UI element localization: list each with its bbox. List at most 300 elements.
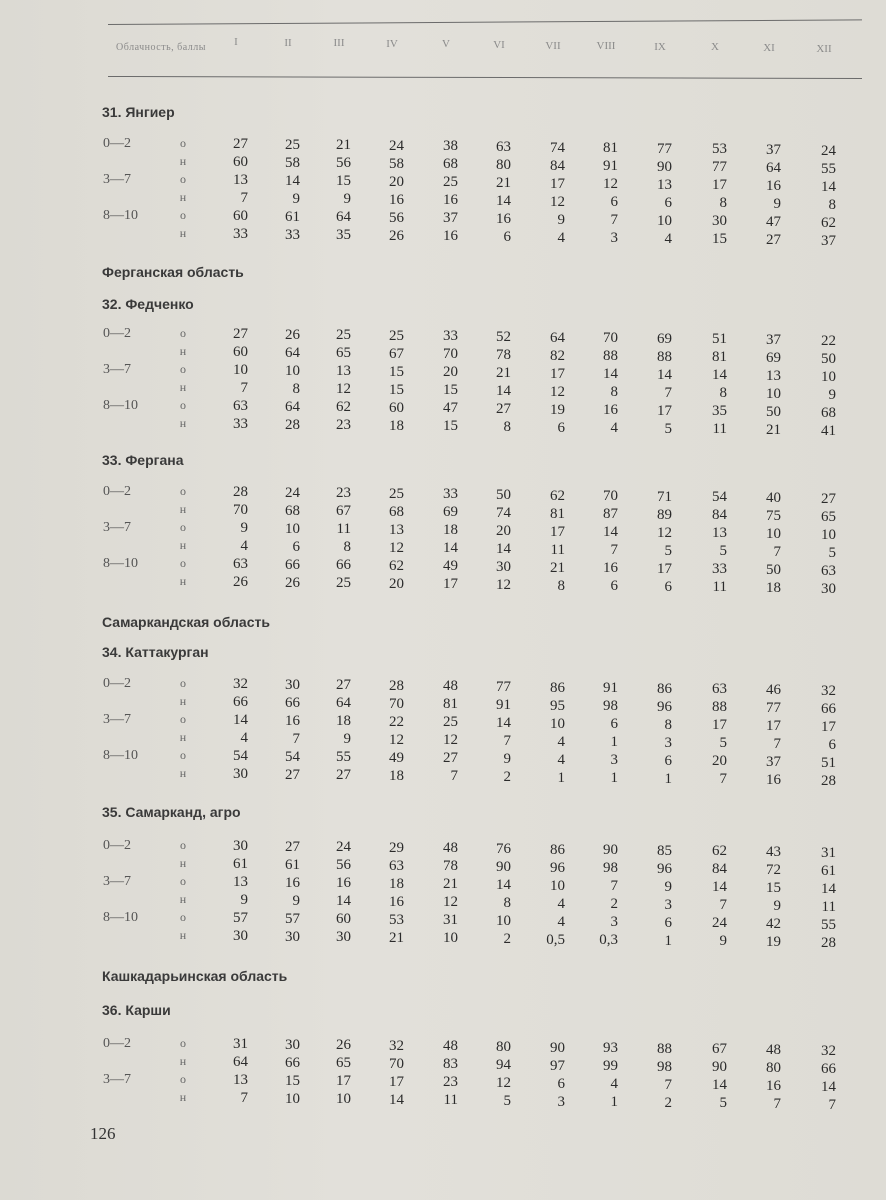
row-type-label: н xyxy=(179,574,187,588)
header-cloudiness-label: Облачность, баллы xyxy=(116,42,206,53)
header-month: I xyxy=(234,36,238,48)
cell-value: 1 xyxy=(664,770,672,787)
table-row xyxy=(0,766,886,789)
cell-value: 15 xyxy=(336,173,351,190)
cell-value: 6 xyxy=(664,914,672,931)
cell-value: 15 xyxy=(443,418,458,435)
cell-value: 16 xyxy=(603,560,618,577)
cell-value: 37 xyxy=(766,142,781,158)
cell-value: 16 xyxy=(766,772,781,788)
cell-value: 7 xyxy=(773,1096,781,1112)
cell-value: 33 xyxy=(443,486,458,503)
cell-value: 25 xyxy=(443,714,458,731)
cell-value: 0,3 xyxy=(599,932,618,949)
cell-value: 17 xyxy=(766,718,781,734)
cell-value: 27 xyxy=(336,677,351,694)
cell-value: 12 xyxy=(657,524,672,541)
cell-value: 86 xyxy=(550,841,565,858)
cell-value: 15 xyxy=(766,880,781,896)
cell-value: 57 xyxy=(233,910,248,926)
cell-value: 10 xyxy=(336,1091,351,1108)
cell-value: 12 xyxy=(550,193,565,210)
header-month: IX xyxy=(654,40,666,53)
cell-value: 30 xyxy=(285,676,300,693)
cell-value: 58 xyxy=(285,154,300,171)
cell-value: 52 xyxy=(496,329,511,345)
cell-value: 27 xyxy=(766,232,781,248)
cell-value: 65 xyxy=(821,508,836,525)
cell-value: 7 xyxy=(664,384,672,401)
cell-value: 10 xyxy=(443,930,458,947)
table-row xyxy=(0,520,886,543)
cell-value: 35 xyxy=(336,227,351,244)
table-row xyxy=(0,172,886,195)
cell-value: 62 xyxy=(712,843,727,860)
cell-value: 28 xyxy=(821,934,836,951)
cell-value: 26 xyxy=(389,227,404,244)
cell-value: 30 xyxy=(336,929,351,946)
row-type-label: о xyxy=(180,362,186,376)
row-type-label: н xyxy=(179,730,187,744)
cell-value: 10 xyxy=(285,362,300,379)
cloud-range-label: 3—7 xyxy=(103,362,131,377)
row-type-label: н xyxy=(179,190,187,204)
cell-value: 63 xyxy=(712,681,727,698)
cell-value: 4 xyxy=(557,895,565,912)
cell-value: 63 xyxy=(496,139,511,155)
cell-value: 1 xyxy=(610,770,618,787)
cell-value: 16 xyxy=(285,712,300,729)
cell-value: 61 xyxy=(233,856,248,872)
cell-value: 6 xyxy=(610,716,618,733)
cell-value: 5 xyxy=(664,542,672,559)
cell-value: 26 xyxy=(336,1037,351,1054)
cell-value: 7 xyxy=(240,380,248,396)
cell-value: 7 xyxy=(450,768,458,785)
cell-value: 8 xyxy=(343,539,351,556)
cell-value: 60 xyxy=(336,911,351,928)
table-row xyxy=(0,226,886,249)
cell-value: 66 xyxy=(821,700,836,717)
cell-value: 27 xyxy=(285,838,300,855)
cell-value: 12 xyxy=(336,381,351,398)
cell-value: 62 xyxy=(389,557,404,574)
cell-value: 20 xyxy=(712,753,727,770)
cell-value: 5 xyxy=(828,544,836,561)
cell-value: 66 xyxy=(285,1054,300,1071)
cell-value: 56 xyxy=(336,857,351,874)
cell-value: 49 xyxy=(389,749,404,766)
row-type-label: о xyxy=(180,398,186,412)
header-month: X xyxy=(711,41,719,54)
cell-value: 13 xyxy=(766,368,781,384)
cell-value: 11 xyxy=(550,541,565,558)
cell-value: 5 xyxy=(719,1095,727,1112)
cell-value: 24 xyxy=(712,915,727,932)
cell-value: 47 xyxy=(766,214,781,230)
cell-value: 6 xyxy=(292,538,300,555)
cell-value: 12 xyxy=(603,176,618,193)
cell-value: 29 xyxy=(389,839,404,856)
cell-value: 69 xyxy=(766,350,781,366)
cell-value: 25 xyxy=(389,485,404,502)
cell-value: 7 xyxy=(240,190,248,206)
table-row xyxy=(0,712,886,735)
cell-value: 62 xyxy=(336,399,351,416)
cell-value: 6 xyxy=(664,752,672,769)
cell-value: 9 xyxy=(292,892,300,909)
cell-value: 30 xyxy=(496,559,511,575)
cell-value: 8 xyxy=(610,384,618,401)
cell-value: 97 xyxy=(550,1057,565,1074)
row-type-label: о xyxy=(180,172,186,186)
table-row xyxy=(0,416,886,439)
cloud-range-label: 8—10 xyxy=(103,208,138,223)
cell-value: 10 xyxy=(285,520,300,537)
cell-value: 7 xyxy=(240,1090,248,1106)
cell-value: 14 xyxy=(712,1077,727,1094)
cell-value: 8 xyxy=(719,385,727,402)
cell-value: 25 xyxy=(285,136,300,153)
header-month: IV xyxy=(386,37,398,50)
cloud-range-label: 0—2 xyxy=(103,326,131,341)
station-title: 33. Фергана xyxy=(102,452,184,468)
cell-value: 27 xyxy=(285,766,300,783)
cell-value: 38 xyxy=(443,138,458,155)
table-row xyxy=(0,136,886,159)
cell-value: 6 xyxy=(610,194,618,211)
cell-value: 60 xyxy=(233,344,248,360)
cell-value: 9 xyxy=(719,933,727,950)
table-row xyxy=(0,208,886,231)
cell-value: 49 xyxy=(443,558,458,575)
cloud-range-label: 8—10 xyxy=(103,910,138,925)
cell-value: 6 xyxy=(664,578,672,595)
table-row xyxy=(0,574,886,597)
cell-value: 50 xyxy=(496,487,511,503)
cell-value: 13 xyxy=(657,176,672,193)
cell-value: 7 xyxy=(773,736,781,752)
cell-value: 80 xyxy=(496,1039,511,1055)
cell-value: 17 xyxy=(657,402,672,419)
cell-value: 68 xyxy=(443,156,458,173)
cell-value: 69 xyxy=(443,504,458,521)
cell-value: 10 xyxy=(233,362,248,378)
cell-value: 18 xyxy=(336,713,351,730)
cell-value: 74 xyxy=(496,505,511,521)
table-row xyxy=(0,326,886,349)
cell-value: 9 xyxy=(292,190,300,207)
cloud-range-label: 8—10 xyxy=(103,398,138,413)
cell-value: 68 xyxy=(285,502,300,519)
cell-value: 17 xyxy=(550,365,565,382)
cell-value: 11 xyxy=(712,579,727,596)
cell-value: 55 xyxy=(821,160,836,177)
cell-value: 15 xyxy=(389,381,404,398)
cell-value: 8 xyxy=(503,419,511,435)
cell-value: 64 xyxy=(336,209,351,226)
cell-value: 11 xyxy=(821,898,836,915)
table-row xyxy=(0,874,886,897)
table-row xyxy=(0,380,886,403)
cell-value: 6 xyxy=(664,194,672,211)
cell-value: 78 xyxy=(496,347,511,363)
cell-value: 18 xyxy=(389,417,404,434)
cell-value: 27 xyxy=(336,767,351,784)
cell-value: 50 xyxy=(766,562,781,578)
cell-value: 70 xyxy=(443,346,458,363)
cloud-range-label: 3—7 xyxy=(103,874,131,889)
cell-value: 16 xyxy=(766,178,781,194)
table-row xyxy=(0,856,886,879)
cell-value: 16 xyxy=(496,211,511,227)
row-type-label: о xyxy=(180,208,186,222)
cell-value: 14 xyxy=(496,715,511,731)
region-title: Кашкадарьинская область xyxy=(102,968,288,984)
cell-value: 27 xyxy=(233,326,248,342)
cell-value: 77 xyxy=(766,700,781,716)
cell-value: 7 xyxy=(773,544,781,560)
cell-value: 81 xyxy=(443,696,458,713)
cell-value: 2 xyxy=(610,896,618,913)
cell-value: 81 xyxy=(550,505,565,522)
cell-value: 5 xyxy=(503,1093,511,1109)
cell-value: 30 xyxy=(233,838,248,854)
cell-value: 9 xyxy=(343,731,351,748)
cell-value: 14 xyxy=(389,1091,404,1108)
cell-value: 33 xyxy=(233,226,248,242)
cell-value: 14 xyxy=(233,712,248,728)
cell-value: 26 xyxy=(285,574,300,591)
cell-value: 5 xyxy=(664,420,672,437)
cell-value: 81 xyxy=(603,140,618,157)
cell-value: 24 xyxy=(821,142,836,159)
cell-value: 48 xyxy=(443,840,458,857)
cell-value: 61 xyxy=(821,862,836,879)
cell-value: 2 xyxy=(503,931,511,947)
cell-value: 16 xyxy=(285,874,300,891)
cell-value: 32 xyxy=(389,1037,404,1054)
cell-value: 21 xyxy=(496,365,511,381)
cell-value: 13 xyxy=(712,525,727,542)
cell-value: 19 xyxy=(766,934,781,950)
cell-value: 14 xyxy=(496,541,511,557)
cloud-range-label: 3—7 xyxy=(103,712,131,727)
cell-value: 25 xyxy=(389,327,404,344)
table-row xyxy=(0,928,886,951)
cell-value: 8 xyxy=(292,380,300,397)
cell-value: 54 xyxy=(285,748,300,765)
cell-value: 12 xyxy=(443,894,458,911)
cell-value: 60 xyxy=(389,399,404,416)
cell-value: 4 xyxy=(240,538,248,554)
row-type-label: н xyxy=(179,380,187,394)
cell-value: 14 xyxy=(603,524,618,541)
cell-value: 53 xyxy=(712,141,727,158)
cell-value: 17 xyxy=(550,523,565,540)
cell-value: 37 xyxy=(443,210,458,227)
cell-value: 30 xyxy=(285,1036,300,1053)
cell-value: 48 xyxy=(443,678,458,695)
cell-value: 17 xyxy=(336,1073,351,1090)
cloud-range-label: 3—7 xyxy=(103,520,131,535)
cell-value: 32 xyxy=(233,676,248,692)
cell-value: 4 xyxy=(610,420,618,437)
cell-value: 13 xyxy=(233,172,248,188)
cloud-range-label: 0—2 xyxy=(103,838,131,853)
cell-value: 18 xyxy=(443,522,458,539)
cell-value: 3 xyxy=(664,896,672,913)
cell-value: 13 xyxy=(336,363,351,380)
cell-value: 18 xyxy=(389,875,404,892)
table-row xyxy=(0,502,886,525)
cell-value: 67 xyxy=(336,503,351,520)
cell-value: 70 xyxy=(603,330,618,347)
cell-value: 33 xyxy=(285,226,300,243)
cell-value: 9 xyxy=(240,520,248,536)
cell-value: 10 xyxy=(821,368,836,385)
row-type-label: н xyxy=(179,502,187,516)
table-row xyxy=(0,154,886,177)
cell-value: 4 xyxy=(240,730,248,746)
cell-value: 10 xyxy=(766,386,781,402)
cell-value: 42 xyxy=(766,916,781,932)
cell-value: 4 xyxy=(664,230,672,247)
cell-value: 10 xyxy=(285,1090,300,1107)
region-title: Самаркандская область xyxy=(102,614,270,630)
cell-value: 24 xyxy=(389,137,404,154)
cell-value: 67 xyxy=(712,1041,727,1058)
cell-value: 21 xyxy=(496,175,511,191)
cell-value: 63 xyxy=(233,556,248,572)
cell-value: 20 xyxy=(496,523,511,539)
cell-value: 84 xyxy=(712,507,727,524)
cloud-range-label: 0—2 xyxy=(103,484,131,499)
cell-value: 6 xyxy=(557,1075,565,1092)
cell-value: 22 xyxy=(389,713,404,730)
cell-value: 20 xyxy=(389,575,404,592)
cell-value: 17 xyxy=(443,576,458,593)
cell-value: 9 xyxy=(773,898,781,914)
cell-value: 56 xyxy=(336,155,351,172)
cell-value: 14 xyxy=(712,879,727,896)
cell-value: 21 xyxy=(550,559,565,576)
cell-value: 12 xyxy=(389,539,404,556)
cell-value: 12 xyxy=(443,732,458,749)
table-row xyxy=(0,1090,886,1113)
cell-value: 13 xyxy=(233,874,248,890)
cell-value: 27 xyxy=(233,136,248,152)
cell-value: 64 xyxy=(766,160,781,176)
cell-value: 99 xyxy=(603,1058,618,1075)
cell-value: 8 xyxy=(828,196,836,213)
cell-value: 14 xyxy=(285,172,300,189)
cell-value: 11 xyxy=(712,421,727,438)
cell-value: 8 xyxy=(557,577,565,594)
station-title: 31. Янгиер xyxy=(102,104,175,120)
cell-value: 4 xyxy=(610,1076,618,1093)
cell-value: 51 xyxy=(712,331,727,348)
cell-value: 37 xyxy=(766,754,781,770)
cell-value: 15 xyxy=(443,382,458,399)
page-number: 126 xyxy=(90,1124,116,1143)
table-row xyxy=(0,838,886,861)
cell-value: 70 xyxy=(389,1055,404,1072)
row-type-label: н xyxy=(179,538,187,552)
cell-value: 13 xyxy=(389,521,404,538)
cell-value: 35 xyxy=(712,403,727,420)
cell-value: 55 xyxy=(821,916,836,933)
station-title: 36. Карши xyxy=(102,1002,171,1018)
cell-value: 66 xyxy=(233,694,248,710)
cell-value: 87 xyxy=(603,506,618,523)
cell-value: 90 xyxy=(657,158,672,175)
cell-value: 96 xyxy=(550,859,565,876)
cell-value: 16 xyxy=(603,402,618,419)
row-type-label: н xyxy=(179,694,187,708)
cell-value: 90 xyxy=(550,1039,565,1056)
cell-value: 61 xyxy=(285,208,300,225)
cell-value: 5 xyxy=(719,543,727,560)
cell-value: 91 xyxy=(603,680,618,697)
cell-value: 14 xyxy=(603,366,618,383)
row-type-label: о xyxy=(180,484,186,498)
row-type-label: о xyxy=(180,712,186,726)
cell-value: 64 xyxy=(285,398,300,415)
header-month: III xyxy=(333,37,345,50)
cell-value: 23 xyxy=(336,485,351,502)
cloud-range-label: 3—7 xyxy=(103,1072,131,1087)
cell-value: 63 xyxy=(389,857,404,874)
cell-value: 6 xyxy=(503,229,511,245)
cell-value: 62 xyxy=(550,487,565,504)
cell-value: 48 xyxy=(443,1038,458,1055)
cell-value: 46 xyxy=(766,682,781,698)
table-row xyxy=(0,910,886,933)
row-type-label: о xyxy=(180,874,186,888)
cell-value: 1 xyxy=(610,734,618,751)
cell-value: 9 xyxy=(343,191,351,208)
cell-value: 50 xyxy=(821,350,836,367)
row-type-label: о xyxy=(180,1036,186,1050)
cell-value: 77 xyxy=(657,140,672,157)
cell-value: 28 xyxy=(285,416,300,433)
cell-value: 25 xyxy=(336,327,351,344)
cell-value: 12 xyxy=(496,1075,511,1091)
cell-value: 3 xyxy=(610,752,618,769)
cell-value: 24 xyxy=(285,484,300,501)
cell-value: 17 xyxy=(550,175,565,192)
row-type-label: н xyxy=(179,416,187,430)
cell-value: 7 xyxy=(828,1096,836,1113)
table-row xyxy=(0,676,886,699)
cell-value: 7 xyxy=(610,212,618,229)
row-type-label: н xyxy=(179,856,187,870)
cell-value: 23 xyxy=(443,1074,458,1091)
row-type-label: о xyxy=(180,556,186,570)
row-type-label: н xyxy=(179,1054,187,1068)
row-type-label: о xyxy=(180,326,186,340)
cell-value: 55 xyxy=(336,749,351,766)
cell-value: 88 xyxy=(712,699,727,716)
cell-value: 14 xyxy=(336,893,351,910)
cell-value: 74 xyxy=(550,139,565,156)
cell-value: 31 xyxy=(821,844,836,861)
cell-value: 86 xyxy=(657,680,672,697)
cell-value: 0,5 xyxy=(546,931,565,948)
cell-value: 19 xyxy=(550,401,565,418)
cell-value: 58 xyxy=(389,155,404,172)
